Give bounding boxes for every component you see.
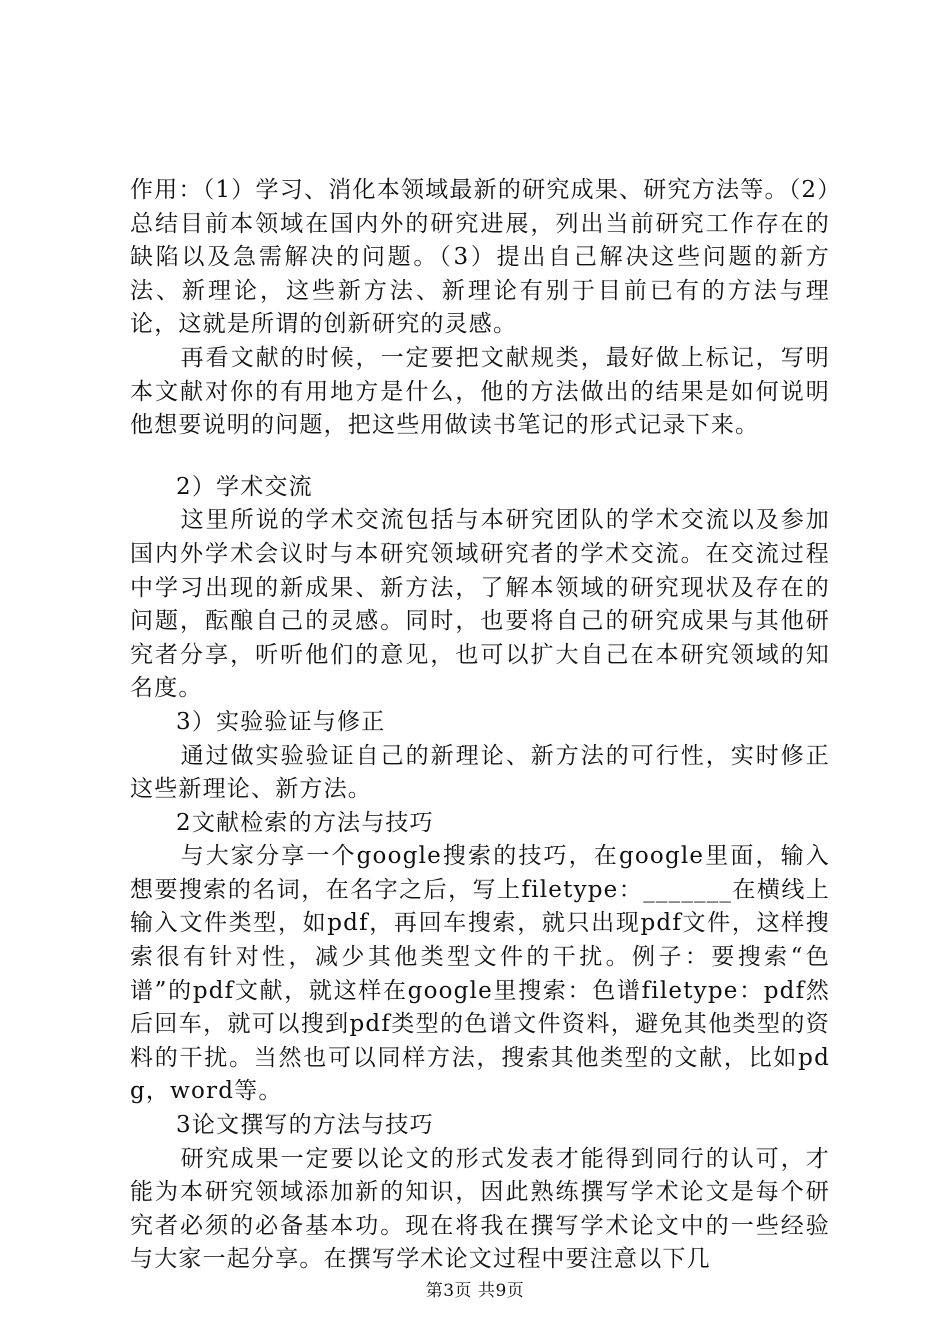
paragraph-google-search-tip: 与大家分享一个google搜索的技巧，在google里面，输入想要搜索的名词，在名字之后，写上filetype：_______在横线上输入文件类型，如pdf，再回车搜索，就只出现pdf文件，这样搜索很有针对性，减少其他类型文件的干扰。例子：要搜索“色谱”的pdf文献，就这样在google里搜索：色谱filetype：pdf然后回车，就可以搜到pdf类型的色谱文件资料，避免其他类型的资料的干扰。当然也可以同样方法，搜索其他类型的文献，比如pdg，word等。	[130, 843, 830, 1105]
paragraph-paper-writing: 研究成果一定要以论文的形式发表才能得到同行的认可，才能为本研究领域添加新的知识，因此熟练撰写学术论文是每个研究者必须的必备基本功。现在将我在撰写学术论文中的一些经验与大家一起分享。在撰写学术论文过程中要注意以下几	[130, 1145, 830, 1273]
section-heading-experiment: 3）实验验证与修正	[176, 708, 386, 735]
paragraph-functions: 作用：（1）学习、消化本领域最新的研究成果、研究方法等。（2）总结目前本领域在国内外的研究进展，列出当前研究工作存在的缺陷以及急需解决的问题。（3）提出自己解决这些问题的新方法、新理论，这些新方法、新理论有别于目前已有的方法与理论，这就是所谓的创新研究的灵感。	[130, 177, 830, 338]
page-number-footer: 第3页 共9页	[425, 1281, 525, 1301]
document-body	[130, 174, 830, 1277]
section-heading-literature-search: 2文献检索的方法与技巧	[176, 809, 434, 836]
paragraph-experiment: 通过做实验验证自己的新理论、新方法的可行性，实时修正这些新理论、新方法。	[130, 742, 830, 803]
paragraph-academic-exchange: 这里所说的学术交流包括与本研究团队的学术交流以及参加国内外学术会议时与本研究领域研究者的学术交流。在交流过程中学习出现的新成果、新方法，了解本领域的研究现状及存在的问题，酝酿自己的灵感。同时，也要将自己的研究成果与其他研究者分享，听听他们的意见，也可以扩大自己在本研究领域的知名度。	[130, 507, 830, 702]
section-heading-academic-exchange: 2）学术交流	[176, 473, 313, 500]
paragraph-literature-classification: 再看文献的时候，一定要把文献规类，最好做上标记，写明本文献对你的有用地方是什么，他的方法做出的结果是如何说明他想要说明的问题，把这些用做读书笔记的形式记录下来。	[130, 344, 830, 439]
section-heading-paper-writing: 3论文撰写的方法与技巧	[176, 1112, 434, 1139]
